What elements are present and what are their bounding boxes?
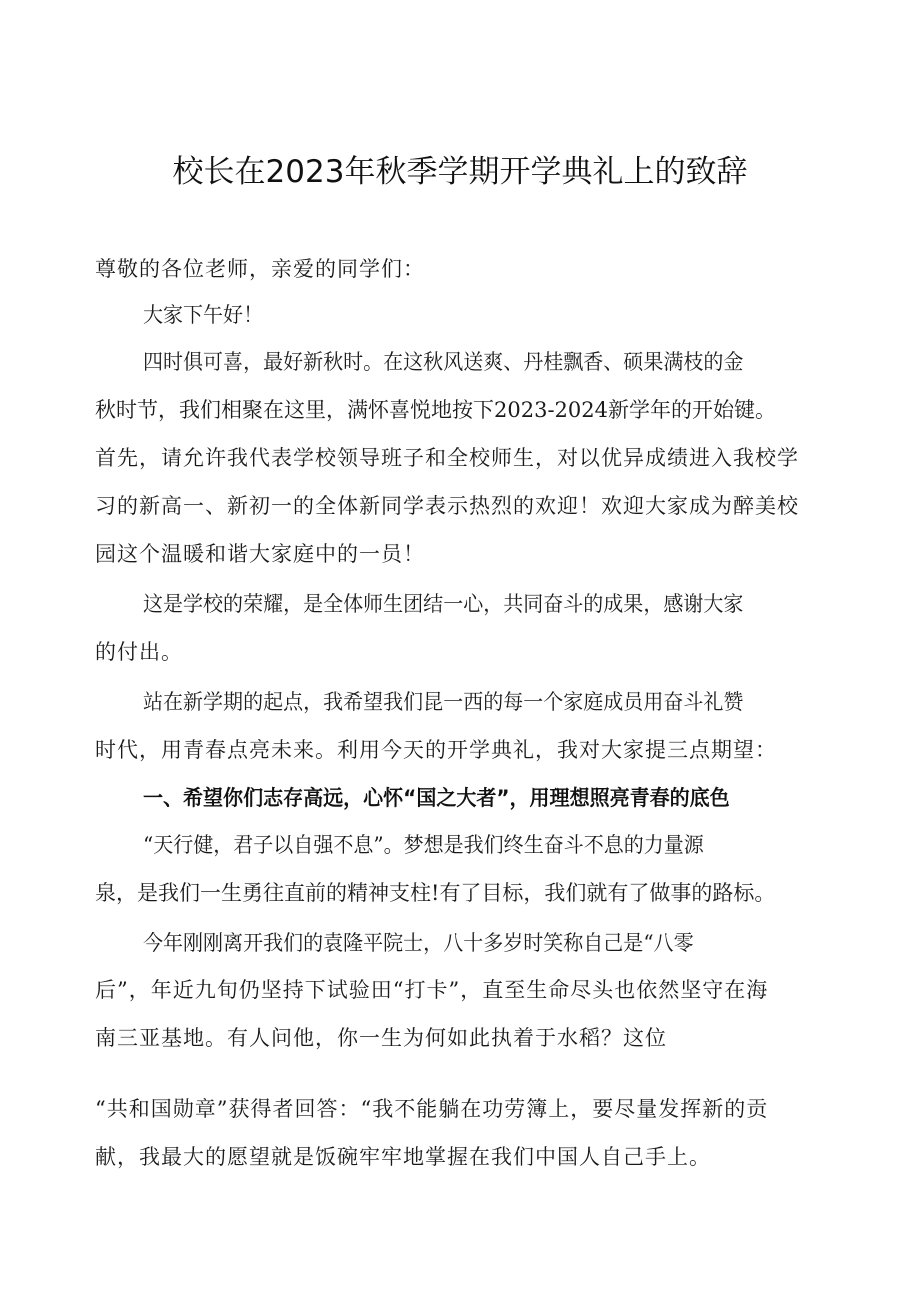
paragraph-line: 四时俱可喜，最好新秋时。在这秋风送爽、丹桂飘香、硕果满枝的金 — [143, 350, 744, 374]
paragraph-line: 首先，请允许我代表学校领导班子和全校师生，对以优异成绩进入我校学 — [95, 446, 799, 470]
paragraph-line: 后”，年近九旬仍坚持下试验田“打卡”，直至生命尽头也依然坚守在海 — [95, 978, 769, 1002]
document-title: 校长在2023年秋季学期开学典礼上的致辞 — [172, 154, 748, 190]
paragraph-line: 这是学校的荣耀，是全体师生团结一心，共同奋斗的成果，感谢大家 — [143, 592, 744, 616]
paragraph-line: 的付出。 — [95, 640, 183, 664]
greeting: 大家下午好！ — [143, 303, 264, 327]
paragraph-line: 南三亚基地。有人问他，你一生为何如此执着于水稻？这位 — [95, 1026, 667, 1050]
paragraph-line: 时代，用青春点亮未来。利用今天的开学典礼，我对大家提三点期望： — [95, 738, 777, 762]
paragraph-line: 园这个温暖和谐大家庭中的一员！ — [95, 542, 425, 566]
paragraph-line: 泉，是我们一生勇往直前的精神支柱!有了目标，我们就有了做事的路标。 — [95, 881, 776, 905]
paragraph-line: 秋时节，我们相聚在这里，满怀喜悦地按下2023-2024新学年的开始键。 — [95, 398, 776, 422]
paragraph-line: 今年刚刚离开我们的袁隆平院士，八十多岁时笑称自己是“八零 — [143, 931, 694, 955]
paragraph-line: 站在新学期的起点，我希望我们昆一西的每一个家庭成员用奋斗礼赞 — [143, 690, 744, 714]
salutation: 尊敬的各位老师，亲爱的同学们： — [95, 257, 425, 281]
section-heading: 一、希望你们志存高远，心怀“国之大者”，用理想照亮青春的底色 — [143, 786, 730, 810]
paragraph-line: “共和国勋章”获得者回答：“我不能躺在功劳簿上，要尽量发挥新的贡 — [95, 1097, 769, 1121]
paragraph-line: “天行健，君子以自强不息”。梦想是我们终生奋斗不息的力量源 — [143, 833, 704, 857]
paragraph-line: 献，我最大的愿望就是饭碗牢牢地掌握在我们中国人自己手上。 — [95, 1145, 711, 1169]
paragraph-line: 习的新高一、新初一的全体新同学表示热烈的欢迎！欢迎大家成为醉美校 — [95, 494, 799, 518]
